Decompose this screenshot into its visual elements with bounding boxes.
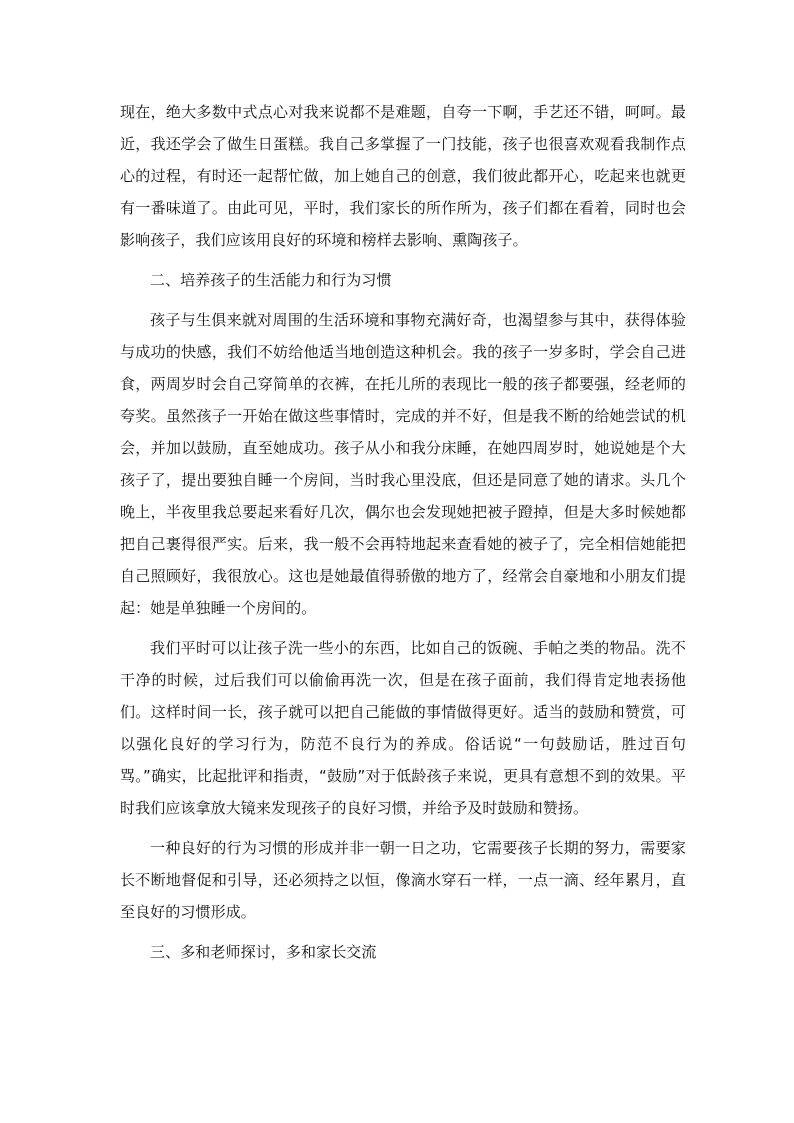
section-heading-communication: 三、多和老师探讨，多和家长交流	[150, 943, 377, 961]
paragraph-encouragement: 我们平时可以让孩子洗一些小的东西，比如自己的饭碗、手帕之类的物品。洗不干净的时候，过后我们可以偷偷再洗一次，但是在孩子面前，我们得肯定地表扬他们。这样时间一长，孩子就可以把自己能做的事情做得更好。适当的鼓励和赞赏，可以强化良好的学习行为，防范不良行为的养成。俗话说“一句鼓励话，胜过百句骂。”确实，比起批评和指责，“鼓励”对于低龄孩子来说，更具有意想不到的效果。平时我们应该拿放大镜来发现孩子的良好习惯，并给予及时鼓励和赞扬。	[120, 639, 686, 817]
section-heading-life-skills: 二、培养孩子的生活能力和行为习惯	[150, 271, 392, 289]
paragraph-spacer	[120, 256, 686, 264]
paragraph-independence: 孩子与生俱来就对周围的生活环境和事物充满好奇，也渴望参与其中，获得体验与成功的快感，我们不妨给他适当地创造这种机会。我的孩子一岁多时，学会自己进食，两周岁时会自己穿简单的衣裤，在托儿所的表现比一般的孩子都要强，经老师的夸奖。虽然孩子一开始在做这些事情时，完成的并不好，但是我不断的给她尝试的机会，并加以鼓励，直至她成功。孩子从小和我分床睡，在她四周岁时，她说她是个大孩子了，提出要独自睡一个房间，当时我心里没底，但还是同意了她的请求。头几个晚上，半夜里我总要起来看好几次，偶尔也会发现她把被子蹬掉，但是大多时候她都把自己裹得很严实。后来，我一般不会再特地起来查看她的被子了，完全相信她能把自己照顾好，我很放心。这也是她最值得骄傲的地方了，经常会自豪地和小朋友们提起：她是单独睡一个房间的。	[120, 311, 686, 617]
paragraph-spacer	[120, 824, 686, 832]
paragraph-spacer	[120, 624, 686, 632]
paragraph-cooking-skills: 现在，绝大多数中式点心对我来说都不是难题，自夸一下啊，手艺还不错，呵呵。最近，我还学会了做生日蛋糕。我自己多掌握了一门技能，孩子也很喜欢观看我制作点心的过程，有时还一起帮忙做，加上她自己的创意，我们彼此都开心，吃起来也就更有一番味道了。由此可见，平时，我们家长的所作所为，孩子们都在看着，同时也会影响孩子，我们应该用良好的环境和榜样去影响、熏陶孩子。	[120, 103, 686, 249]
document-body	[120, 96, 686, 968]
paragraph-habit-formation: 一种良好的行为习惯的形成并非一朝一日之功，它需要孩子长期的努力，需要家长不断地督促和引导，还必须持之以恒，像滴水穿石一样，一点一滴、经年累月，直至良好的习惯形成。	[120, 839, 686, 921]
paragraph-spacer	[120, 928, 686, 936]
paragraph-spacer	[120, 296, 686, 304]
